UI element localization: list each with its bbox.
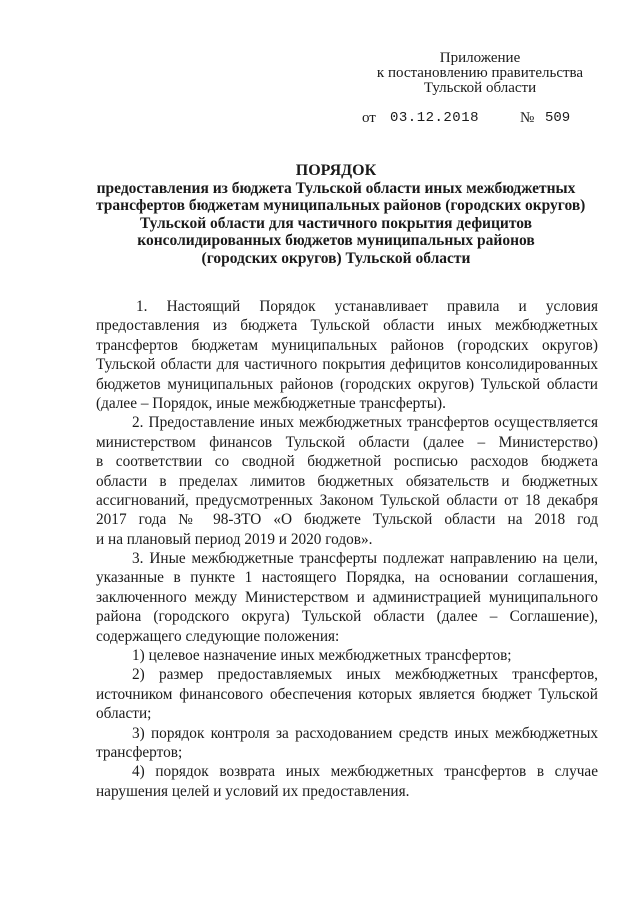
document-date: 03.12.2018 — [390, 110, 480, 126]
text-line: источником финансового обеспечения которых является бюджет Тульской — [96, 685, 598, 703]
number-sign: № — [520, 110, 535, 126]
text-line: трансфертов; — [96, 743, 183, 761]
paragraph-3 — [96, 549, 598, 646]
text-line: 4) порядок возврата иных межбюджетных трансфертов в случае — [132, 763, 598, 781]
text-line: нарушения целей и условий их предоставления. — [96, 782, 410, 800]
text-line: в соответствии со сводной бюджетной росписью расходов бюджета — [96, 453, 598, 471]
text-line: и на плановый период 2019 и 2020 годов». — [96, 530, 373, 548]
document-number: 509 — [545, 110, 571, 126]
text-line: 1) целевое назначение иных межбюджетных трансфертов; — [132, 647, 512, 665]
text-line: 1. Настоящий Порядок устанавливает правила и условия — [136, 298, 598, 315]
title-line: Тульской области для частичного покрытия дефицитов — [140, 214, 532, 232]
appendix-region: Тульской области — [423, 80, 537, 96]
list-item-4 — [96, 762, 598, 801]
list-item-2 — [96, 665, 598, 723]
appendix-block — [355, 51, 605, 96]
title-line: предоставления из бюджета Тульской области иных межбюджетных — [96, 179, 576, 197]
document-body — [96, 297, 598, 801]
text-line: министерством финансов Тульской области (далее – Министерство) — [96, 433, 598, 451]
text-line: 2017 года № 98-ЗТО «О бюджете Тульской области на 2018 год — [96, 511, 598, 529]
text-line: указанные в пункте 1 настоящего Порядка, на основании соглашения, — [96, 569, 598, 587]
text-line: заключенного между Министерством и администрацией муниципального — [96, 588, 598, 606]
text-line: ассигнований, предусмотренных Законом Тульской области от 18 декабря — [96, 491, 598, 509]
list-item-1 — [96, 646, 598, 665]
text-line: 3) порядок контроля за расходованием средств иных межбюджетных — [132, 724, 598, 742]
from-label: от — [362, 110, 376, 126]
text-line: 2) размер предоставляемых иных межбюджетных трансфертов, — [132, 666, 598, 684]
title-heading: ПОРЯДОК — [295, 162, 377, 179]
paragraph-2 — [96, 413, 598, 549]
title-line: консолидированных бюджетов муниципальных районов — [137, 232, 535, 249]
paragraph-1 — [96, 297, 598, 413]
text-line: предоставления из бюджета Тульской области иных межбюджетных — [96, 317, 598, 335]
text-line: района (городского округа) Тульской области (далее – Соглашение), — [96, 608, 598, 626]
text-line: содержащего следующие положения: — [96, 627, 340, 645]
title-line: (городских округов) Тульской области — [201, 249, 471, 267]
text-line: 2. Предоставление иных межбюджетных трансфертов осуществляется — [132, 414, 598, 432]
list-item-3 — [96, 724, 598, 763]
text-line: трансфертов бюджетам муниципальных районов (городских округов) — [96, 336, 598, 354]
text-line: 3. Иные межбюджетные трансферты подлежат направлению на цели, — [132, 550, 598, 568]
document-title — [96, 162, 586, 267]
text-line: области; — [96, 705, 152, 723]
text-line: бюджетов муниципальных районов (городских округов) Тульской области — [96, 375, 598, 393]
text-line: области в пределах лимитов бюджетных обязательств и бюджетных — [96, 472, 598, 490]
text-line: (далее – Порядок, иные межбюджетные трансферты). — [96, 394, 446, 412]
appendix-resolution: к постановлению правительства — [376, 65, 584, 81]
title-line: трансфертов бюджетам муниципальных районов (городских округов) — [96, 197, 586, 214]
text-line: Тульской области для частичного покрытия дефицитов консолидированных — [96, 356, 598, 374]
appendix-title: Приложение — [439, 50, 521, 66]
